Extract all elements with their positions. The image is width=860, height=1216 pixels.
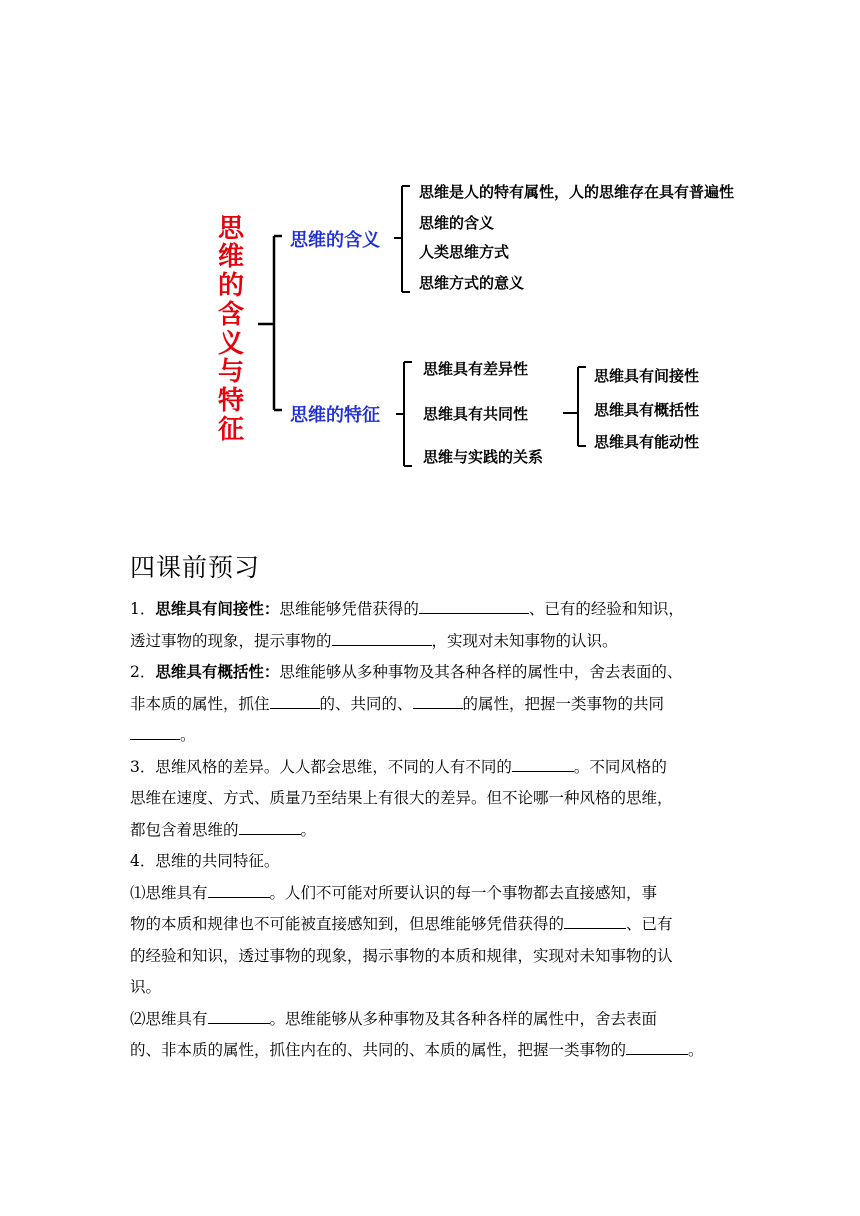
text: 思维能够凭借获得的	[279, 600, 419, 618]
section-title: 四课前预习	[130, 553, 261, 582]
text: 。人们不可能对所要认识的每一个事物都去直接感知，事	[269, 883, 658, 902]
text: 都包含着思维的	[130, 820, 239, 839]
preview-content	[130, 594, 744, 1067]
sub-item: 思维具有间接性	[594, 367, 700, 385]
sub-connector	[563, 367, 586, 446]
meaning-brace	[394, 186, 410, 292]
text: 思维能够从多种事物及其各种各样的属性中，舍去表面的、	[279, 663, 683, 681]
blank-field[interactable]	[512, 753, 574, 772]
features-item: 思维与实践的关系	[423, 448, 544, 466]
mind-map-root	[218, 214, 245, 445]
text: 。不同风格的	[573, 757, 667, 776]
root-char: 特	[218, 386, 245, 416]
root-char: 义	[218, 329, 245, 359]
blank-field[interactable]	[332, 627, 432, 646]
blank-field[interactable]	[208, 879, 270, 898]
blank-field[interactable]	[270, 690, 320, 709]
root-char: 征	[218, 415, 245, 445]
text: 识。	[130, 978, 162, 996]
text: 。思维能够从多种事物及其各种各样的属性中，舍去表面	[269, 1009, 658, 1028]
text: 透过事物的现象，提示事物的	[130, 631, 332, 650]
mind-map-diagram	[0, 0, 860, 500]
text: 、已有	[626, 915, 673, 933]
text: 、已有的经验和知识，	[528, 600, 684, 618]
features-item: 思维具有共同性	[423, 405, 529, 423]
text: 的、非本质的属性，抓住内在的、共同的、本质的属性，把握一类事物的	[130, 1041, 627, 1059]
features-brace	[396, 362, 412, 466]
sub-items	[594, 367, 699, 451]
root-char: 思	[218, 214, 245, 244]
text: 物的本质和规律也不可能被直接感知到，但思维能够凭借获得的	[130, 915, 565, 933]
blank-field[interactable]	[413, 690, 463, 709]
text: 。	[300, 820, 317, 839]
sub-item: 思维具有概括性	[594, 401, 700, 419]
text: 。	[180, 726, 196, 744]
branch-label-meaning: 思维的含义	[290, 230, 380, 251]
root-char: 的	[218, 271, 245, 301]
blank-field[interactable]	[208, 1005, 270, 1024]
root-char: 维	[218, 242, 245, 272]
blank-field[interactable]	[239, 816, 301, 835]
text: 思维在速度、方式、质量乃至结果上有很大的差异。但不论哪一种风格的思维，	[130, 789, 673, 807]
branch-label-features: 思维的特征	[290, 405, 380, 426]
text: 的属性，把握一类事物的共同	[462, 694, 665, 713]
item-number: 1．	[130, 600, 156, 618]
text: 的经验和知识，透过事物的现象，揭示事物的本质和规律，实现对未知事物的认	[130, 946, 673, 965]
text: 4．思维的共同特征。	[130, 852, 280, 870]
item-number: 2．	[130, 663, 156, 681]
paragraph-1	[130, 594, 744, 657]
paragraph-2	[130, 657, 744, 752]
text: 的、共同的、	[319, 694, 413, 713]
text: ⑴思维具有	[130, 883, 208, 902]
meaning-item: 思维的含义	[419, 214, 495, 232]
meaning-item: 思维方式的意义	[419, 274, 525, 292]
blank-field[interactable]	[564, 910, 626, 929]
text: 。	[688, 1041, 704, 1059]
paragraph-4	[130, 846, 744, 878]
root-char: 与	[218, 357, 245, 387]
term: 思维具有概括性：	[155, 663, 280, 681]
text: 非本质的属性，抓住	[130, 694, 270, 713]
text: ⑵思维具有	[130, 1009, 208, 1028]
sub-item: 思维具有能动性	[594, 433, 700, 451]
paragraph-3	[130, 752, 744, 847]
meaning-item: 思维是人的特有属性，人的思维存在具有普遍性	[419, 183, 735, 201]
root-char: 含	[218, 300, 245, 330]
meaning-item: 人类思维方式	[419, 243, 510, 261]
blank-field[interactable]	[626, 1036, 688, 1055]
main-brace	[258, 236, 282, 410]
text: 3．思维风格的差异。人人都会思维，不同的人有不同的	[130, 757, 512, 776]
term: 思维具有间接性：	[155, 600, 280, 618]
paragraph-5	[130, 878, 744, 1004]
blank-field[interactable]	[419, 595, 529, 614]
meaning-items	[419, 183, 734, 292]
blank-field[interactable]	[130, 721, 180, 740]
features-items	[423, 360, 543, 466]
paragraph-6	[130, 1004, 744, 1067]
features-item: 思维具有差异性	[423, 360, 529, 378]
text: ，实现对未知事物的认识。	[431, 631, 618, 650]
